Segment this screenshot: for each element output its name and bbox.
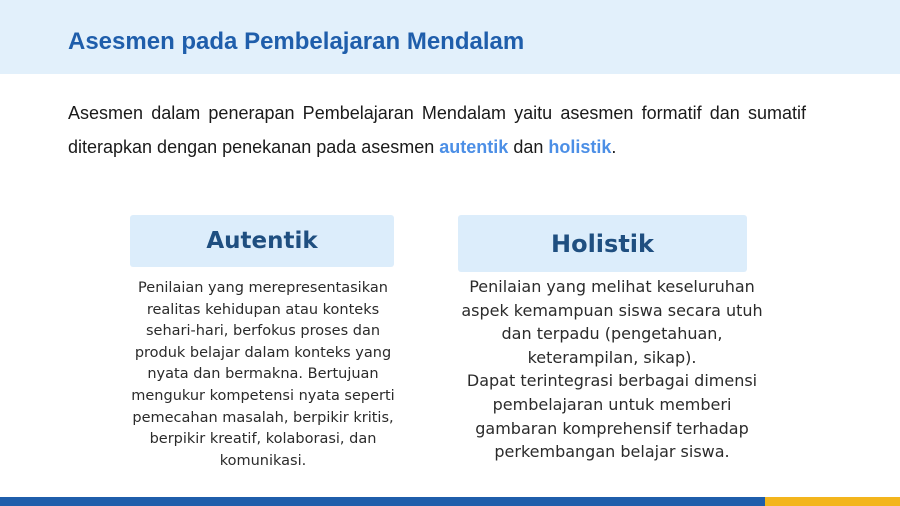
- card-holistik-line: aspek kemampuan siswa secara utuh: [461, 300, 763, 320]
- card-holistik-line: gambaran komprehensif terhadap: [475, 418, 749, 438]
- footer-bar-blue: [0, 497, 765, 506]
- card-autentik-line: produk belajar dalam konteks yang: [134, 344, 392, 361]
- card-holistik-line: keterampilan, sikap).: [527, 347, 697, 367]
- footer-bar-gold: [765, 497, 900, 506]
- card-holistik-body: [455, 275, 769, 464]
- intro-paragraph: [68, 96, 806, 164]
- card-autentik-heading-text: Autentik: [206, 228, 318, 254]
- card-holistik-heading: [458, 215, 747, 272]
- highlight-autentik: autentik: [439, 137, 509, 157]
- card-autentik-line: nyata dan bermakna. Bertujuan: [147, 366, 379, 383]
- card-holistik-line: Penilaian yang melihat keseluruhan: [469, 277, 755, 296]
- card-autentik-line: mengukur kompetensi nyata seperti: [131, 387, 395, 404]
- card-autentik-line: realitas kehidupan atau konteks: [146, 301, 380, 318]
- card-holistik-line: pembelajaran untuk memberi: [492, 394, 732, 414]
- intro-text-before: Asesmen dalam penerapan Pembelajaran Mendalam yaitu asesmen formatif dan sumatif diterapkan dengan penekanan pada asesmen: [68, 103, 806, 157]
- slide-title: Asesmen pada Pembelajaran Mendalam: [68, 28, 525, 55]
- highlight-holistik: holistik: [548, 137, 612, 157]
- card-autentik-line: sehari-hari, berfokus proses dan: [145, 323, 381, 340]
- card-autentik-line: berpikir kreatif, kolaborasi, dan: [149, 431, 377, 448]
- card-autentik-heading: [130, 215, 394, 267]
- card-holistik-line: perkembangan belajar siswa.: [494, 442, 730, 462]
- card-holistik-line: Dapat terintegrasi berbagai dimensi: [466, 371, 758, 391]
- intro-text-middle: dan: [508, 137, 549, 157]
- card-autentik-line: Penilaian yang merepresentasikan: [138, 280, 388, 296]
- intro-text-after: .: [611, 137, 617, 157]
- card-holistik-line: dan terpadu (pengetahuan,: [501, 324, 723, 344]
- card-autentik-line: pemecahan masalah, berpikir kritis,: [132, 409, 394, 426]
- card-autentik-body: [128, 278, 398, 472]
- card-holistik-heading-text: Holistik: [551, 229, 654, 258]
- card-autentik-line: komunikasi.: [219, 452, 307, 469]
